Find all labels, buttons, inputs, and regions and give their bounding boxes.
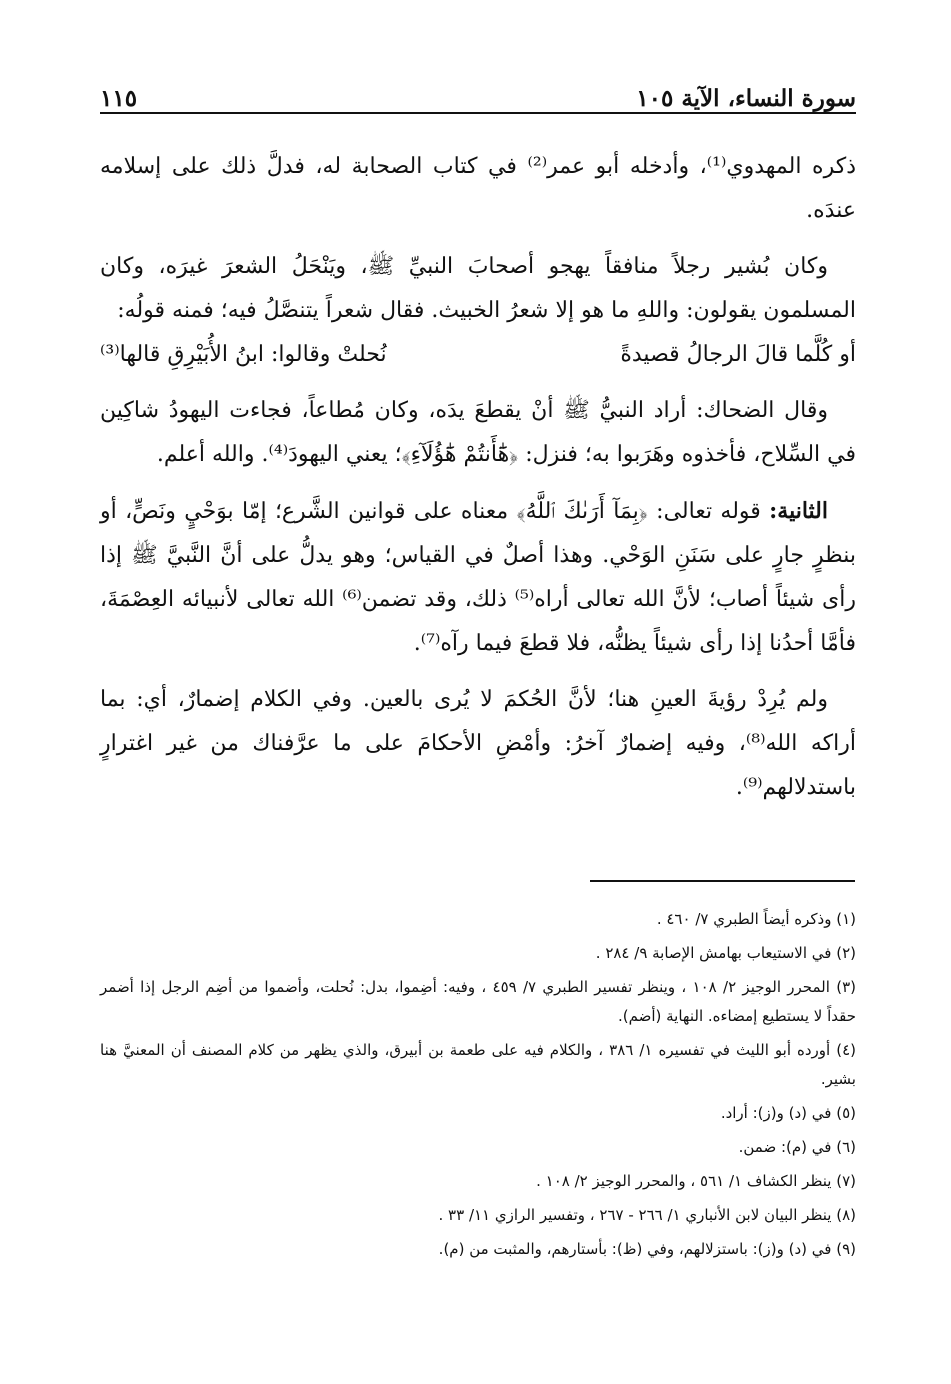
paragraph-4 <box>100 489 856 666</box>
footnote: (٩) في (د) و(ز): باستزلالهم، وفي (ظ): بأستارهم، والمثبت من (م). <box>438 1240 856 1258</box>
paragraph-1: ذكره المهدوي⁽¹⁾، وأدخله أبو عمر⁽²⁾ في كتاب الصحابة له، فدلَّ ذلك على إسلامه عندَه. <box>100 154 856 223</box>
header-rule <box>100 112 856 114</box>
paragraph-4-text: قوله تعالى: ﴿بِمَآ أَرَىٰكَ ٱللَّهُ﴾ معناه على قوانين الشَّرع؛ إمّا بوَحْيٍ ونَصٍّ، أو بنظرٍ جارٍ على سَنَنِ الوَحْي. وهذا أصلٌ في القياس؛ وهو يدلُّ على أنَّ النَّبيَّ ﷺ إذا رأى شيئاً أصاب؛ لأنَّ الله تعالى أراه⁽⁵⁾ ذلك، وقد تضمن⁽⁶⁾ الله تعالى لأنبيائه العِصْمَةَ، فأمَّا أحدُنا إذا رأى شيئاً يظنُّه، فلا قطعَ فيما رآه⁽⁷⁾. <box>100 499 856 656</box>
paragraph-2: وكان بُشير رجلاً منافقاً يهجو أصحابَ النبيِّ ﷺ، ويَنْحَلُ الشعرَ غيرَه، وكان المسلمون يقولون: واللهِ ما هو إلا شعرُ الخبيث. فقال شعراً يتنصَّلُ فيه؛ فمنه قولُه: <box>100 254 856 323</box>
poetry-verse <box>100 333 856 377</box>
footnote: (٥) في (د) و(ز): أراد. <box>720 1104 856 1122</box>
footnote: (٣) المحرر الوجيز ٢/ ١٠٨ ، وينظر تفسير الطبري ٧/ ٤٥٩ ، وفيه: أضِموا، بدل: نُحلت، وأضموا من أضِم الرجل إذا أضمر حقداً لا يستطيع إمضاءه. النهاية (أضم). <box>100 978 856 1025</box>
footnote: (٢) في الاستيعاب بهامش الإصابة ٩/ ٢٨٤ . <box>595 944 856 962</box>
footnote: (٦) في (م): ضمن. <box>738 1138 856 1156</box>
verse-first-hemistich: أو كُلَّما قالَ الرجالُ قصيدةً <box>620 342 856 367</box>
footnote: (٤) أورده أبو الليث في تفسيره ١/ ٣٨٦ ، والكلام فيه على طعمة بن أبيرق، والذي يظهر من كلام المصنف أن المعنيَّ هنا بشير. <box>100 1041 856 1088</box>
footnote: (٧) ينظر الكشاف ١/ ٥٦١ ، والمحرر الوجيز ٢/ ١٠٨ . <box>536 1172 856 1190</box>
main-text <box>100 145 856 822</box>
page-number: ١١٥ <box>100 85 138 112</box>
footnote: (٨) ينظر البيان لابن الأنباري ١/ ٢٦٦ - ٢٦٧ ، وتفسير الرازي ١١/ ٣٣ . <box>438 1206 856 1224</box>
running-title: سورة النساء، الآية ١٠٥ <box>636 85 856 112</box>
footnote-rule <box>590 880 855 882</box>
section-label: الثانية: <box>769 498 828 524</box>
paragraph-3: وقال الضحاك: أراد النبيُّ ﷺ أنْ يقطعَ يدَه، وكان مُطاعاً، فجاءت اليهودُ شاكِين في السِّلاح، فأخذوه وهَرَبوا به؛ فنزل: ﴿هَٰٓأَنتُمْ هَٰٓؤُلَآءِ﴾؛ يعني اليهودَ⁽⁴⁾. والله أعلم. <box>100 398 856 467</box>
page-header <box>100 72 856 112</box>
verse-second-hemistich: نُحلتْ وقالوا: ابنُ الأُبَيْرِقِ قالها⁽³⁾ <box>100 342 387 367</box>
paragraph-5: ولم يُرِدْ رؤيةَ العينِ هنا؛ لأنَّ الحُكمَ لا يُرى بالعين. وفي الكلام إضمارٌ، أي: بما أراكه الله⁽⁸⁾، وفيه إضمارٌ آخرُ: وأمْضِ الأحكامَ على ما عرَّفناك من غير اغترارٍ باستدلالهم⁽⁹⁾. <box>100 687 856 800</box>
footnote: (١) وذكره أيضاً الطبري ٧/ ٤٦٠ . <box>656 910 856 928</box>
footnotes <box>100 905 856 1269</box>
